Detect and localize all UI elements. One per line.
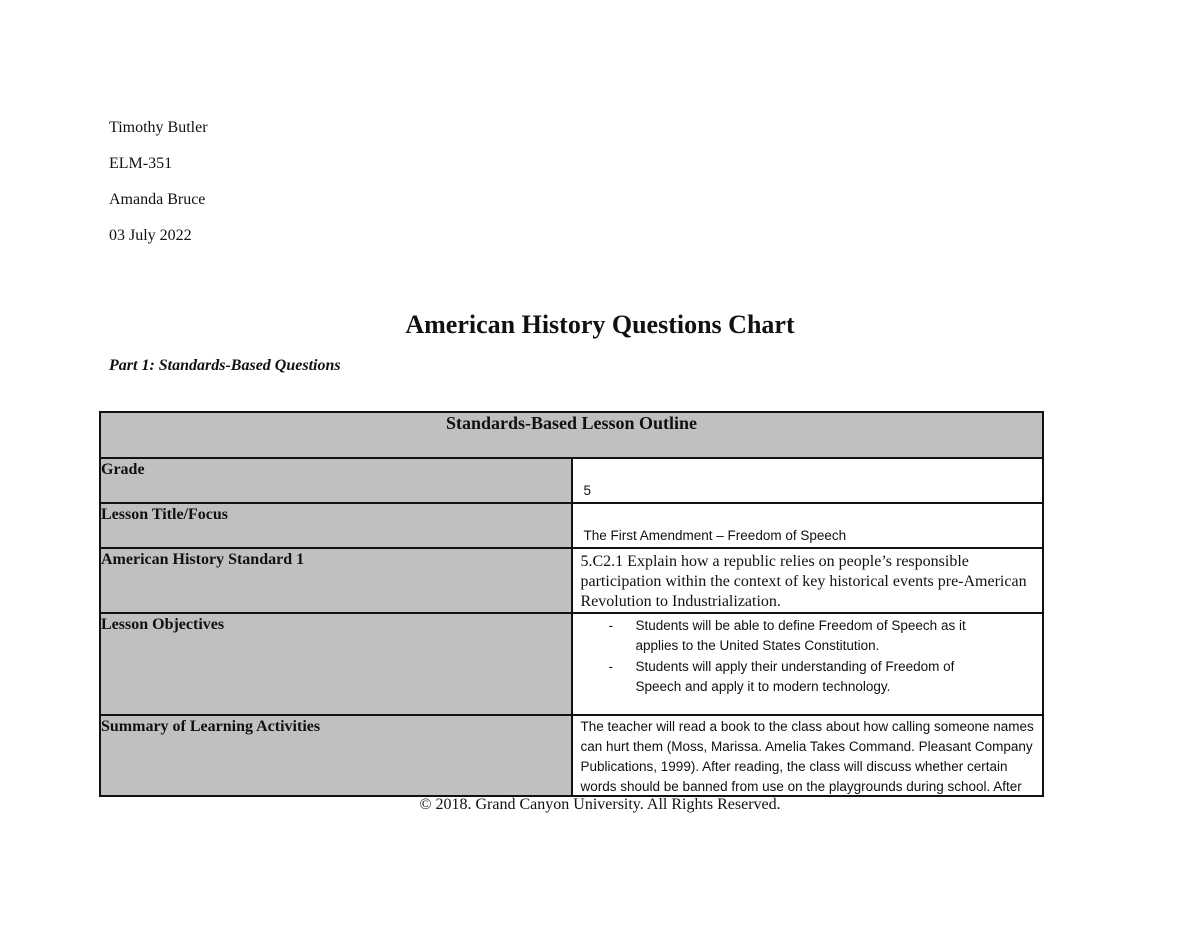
summary-value: The teacher will read a book to the class about how calling someone names can hurt them (Moss, Marissa. Amelia Takes Command. Pleasant Company Publications, 1999). After reading, the class will discuss whether certain words should be banned from use on the playgrounds during school. After [580, 719, 1034, 794]
lesson-outline-table [99, 411, 1044, 797]
objective-text: Students will be able to define Freedom of Speech as it applies to the United States Constitution. [635, 618, 966, 653]
grade-value: 5 [583, 483, 592, 498]
standard-value-cell [572, 548, 1044, 613]
standard-label: American History Standard 1 [100, 548, 572, 613]
list-item [573, 657, 1043, 697]
lesson-title-value: The First Amendment – Freedom of Speech [583, 528, 847, 543]
list-item [573, 616, 1043, 656]
table-row-lesson [100, 503, 1043, 548]
grade-value-cell [572, 458, 1044, 503]
table-row-standard [100, 548, 1043, 613]
summary-label: Summary of Learning Activities [100, 715, 572, 796]
list-bullet: - [608, 659, 613, 674]
grade-label: Grade [100, 458, 572, 503]
part-heading: Part 1: Standards-Based Questions [109, 357, 341, 374]
lesson-title-label: Lesson Title/Focus [100, 503, 572, 548]
objectives-label: Lesson Objectives [100, 613, 572, 715]
table-row-summary [100, 715, 1043, 796]
author-name: Timothy Butler [109, 119, 208, 136]
objectives-value-cell [572, 613, 1044, 715]
objectives-list [573, 614, 1043, 697]
objective-text: Students will apply their understanding of Freedom of Speech and apply it to modern technology. [635, 659, 955, 694]
document-date: 03 July 2022 [109, 227, 192, 244]
page-title: American History Questions Chart [405, 310, 795, 339]
copyright-footer: © 2018. Grand Canyon University. All Rights Reserved. [419, 796, 781, 813]
table-row-grade [100, 458, 1043, 503]
course-code: ELM-351 [109, 155, 173, 172]
lesson-title-value-cell [572, 503, 1044, 548]
standard-value: 5.C2.1 Explain how a republic relies on people’s responsible participation within the context of key historical events pre-American Revolution to Industrialization. [580, 553, 1027, 610]
summary-value-cell [572, 715, 1044, 796]
table-title: Standards-Based Lesson Outline [100, 412, 1043, 458]
table-header-row [100, 412, 1043, 458]
list-bullet: - [608, 618, 613, 633]
instructor-name: Amanda Bruce [109, 191, 206, 208]
table-row-objectives [100, 613, 1043, 715]
